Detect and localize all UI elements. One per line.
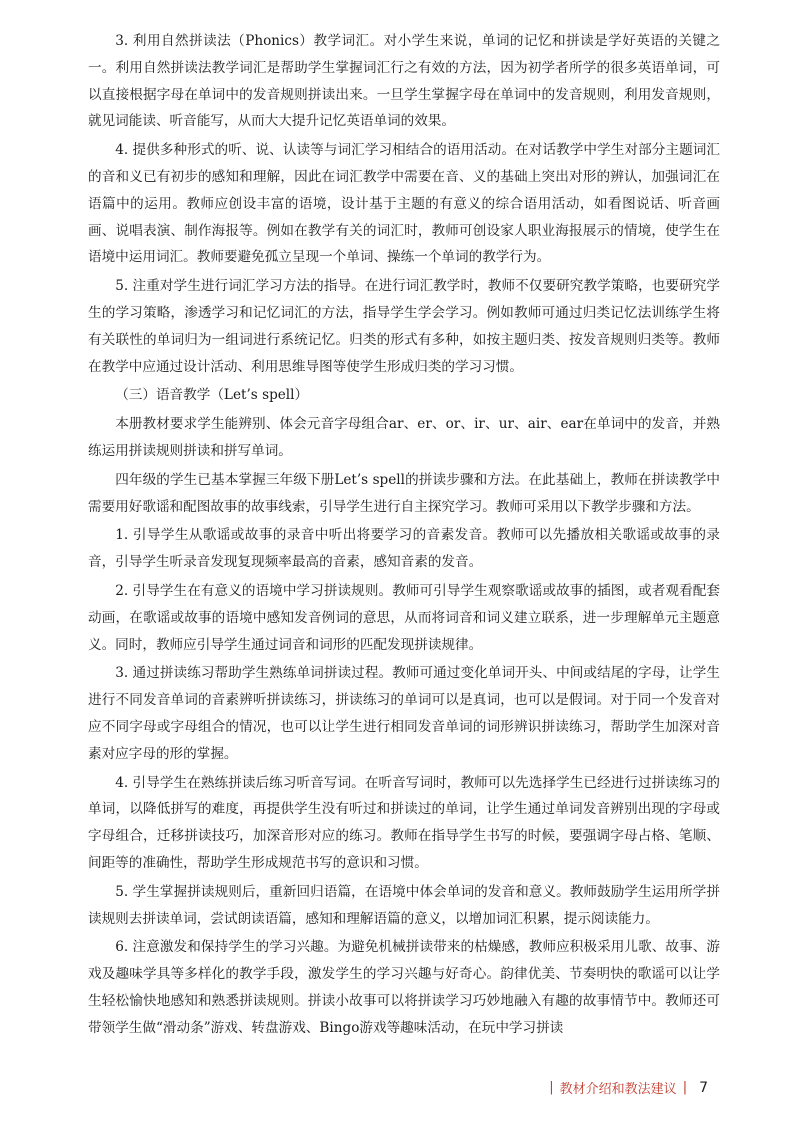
- paragraph-step-1: 1. 引导学生从歌谣或故事的录音中听出将要学习的音素发音。教师可以先播放相关歌谣或故事的录音，引导学生听录音发现复现频率最高的音素，感知音素的发音。: [88, 527, 720, 571]
- page-footer: [543, 1078, 708, 1097]
- paragraph-intro: 本册教材要求学生能辨别、体会元音字母组合ar、er、or、ir、ur、air、ear在单词中的发音，并熟练运用拼读规则拼读和拼写单词。: [88, 416, 720, 459]
- page-number: 7: [699, 1079, 708, 1096]
- paragraph-step-4: 4. 引导学生在熟练拼读后练习听音写词。在听音写词时，教师可以先选择学生已经进行过拼读练习的单词，以降低拼写的难度，再提供学生没有听过和拼读过的单词，让学生通过单词发音辨别出现的字母或字母组合，迁移拼读技巧，加深音形对应的练习。教师在指导学生书写的时候，要强调字母占格、笔顺、间距等的准确性，帮助学生形成规范书写的意识和习惯。: [88, 774, 720, 871]
- page-body: [88, 28, 720, 1043]
- paragraph-step-5: 5. 学生掌握拼读规则后，重新回归语篇，在语境中体会单词的发音和意义。教师鼓励学生运用所学拼读规则去拼读单词，尝试朗读语篇，感知和理解语篇的意义，以增加词汇积累，提示阅读能力。: [88, 883, 720, 927]
- paragraph-grade-four: 四年级的学生已基本掌握三年级下册Let’s spell的拼读步骤和方法。在此基础上，教师在拼读教学中需要用好歌谣和配图故事的故事线索，引导学生进行自主探究学习。教师可采用以下教学步骤和方法。: [88, 471, 720, 515]
- paragraph-phonics: 3. 利用自然拼读法（Phonics）教学词汇。对小学生来说，单词的记忆和拼读是学好英语的关键之一。利用自然拼读法教学词汇是帮助学生掌握词汇行之有效的方法，因为初学者所学的很多英语单词，可以直接根据字母在单词中的发音规则拼读出来。一旦学生掌握字母在单词中的发音规则，利用发音规则，就见词能读、听音能写，从而大大提升记忆英语单词的效果。: [88, 33, 720, 130]
- divider-left: |: [549, 1080, 554, 1095]
- divider-right: |: [682, 1080, 688, 1095]
- paragraph-step-3: 3. 通过拼读练习帮助学生熟练单词拼读过程。教师可通过变化单词开头、中间或结尾的字母，让学生进行不同发音单词的音素辨听拼读练习，拼读练习的单词可以是真词，也可以是假词。对于同一个发音对应不同字母或字母组合的情况，也可以让学生进行相同发音单词的词形辨识拼读练习，帮助学生加深对音素对应字母的形的掌握。: [88, 665, 720, 762]
- footer-section-title: 教材介绍和教法建议: [559, 1082, 677, 1097]
- section-heading: （三）语音教学（Let’s spell）: [115, 387, 309, 404]
- paragraph-step-2: 2. 引导学生在有意义的语境中学习拼读规则。教师可引导学生观察歌谣或故事的插图，或者观看配套动画，在歌谣或故事的语境中感知发音例词的意思，从而将词音和词义建立联系，进一步理解单元主题意义。同时，教师应引导学生通过词音和词形的匹配发现拼读规律。: [88, 582, 720, 653]
- paragraph-learning-methods: 5. 注重对学生进行词汇学习方法的指导。在进行词汇教学时，教师不仅要研究教学策略，也要研究学生的学习策略，渗透学习和记忆词汇的方法，指导学生学会学习。例如教师可通过归类记忆法训练学生将有关联性的单词归为一组词进行系统记忆。归类的形式有多种，如按主题归类、按发音规则归类等。教师在教学中应通过设计活动、利用思维导图等使学生形成归类的学习习惯。: [88, 278, 720, 375]
- paragraph-step-6: 6. 注意激发和保持学生的学习兴趣。为避免机械拼读带来的枯燥感，教师应积极采用儿歌、故事、游戏及趣味学具等多样化的教学手段，激发学生的学习兴趣与好奇心。韵律优美、节奏明快的歌谣可以让学生轻松愉快地感知和熟悉拼读规则。拼读小故事可以将拼读学习巧妙地融入有趣的故事情节中。教师还可带领学生做“滑动条”游戏、转盘游戏、Bingo游戏等趣味活动，在玩中学习拼读: [88, 939, 720, 1036]
- paragraph-language-activities: 4. 提供多种形式的听、说、认读等与词汇学习相结合的语用活动。在对话教学中学生对部分主题词汇的音和义已有初步的感知和理解，因此在词汇教学中需要在音、义的基础上突出对形的辨认，加强词汇在语篇中的运用。教师应创设丰富的语境，设计基于主题的有意义的综合语用活动，如看图说话、听音画画、说唱表演、制作海报等。例如在教学有关的词汇时，教师可创设家人职业海报展示的情境，使学生在语境中运用词汇。教师要避免孤立呈现一个单词、操练一个单词的教学行为。: [88, 142, 720, 266]
